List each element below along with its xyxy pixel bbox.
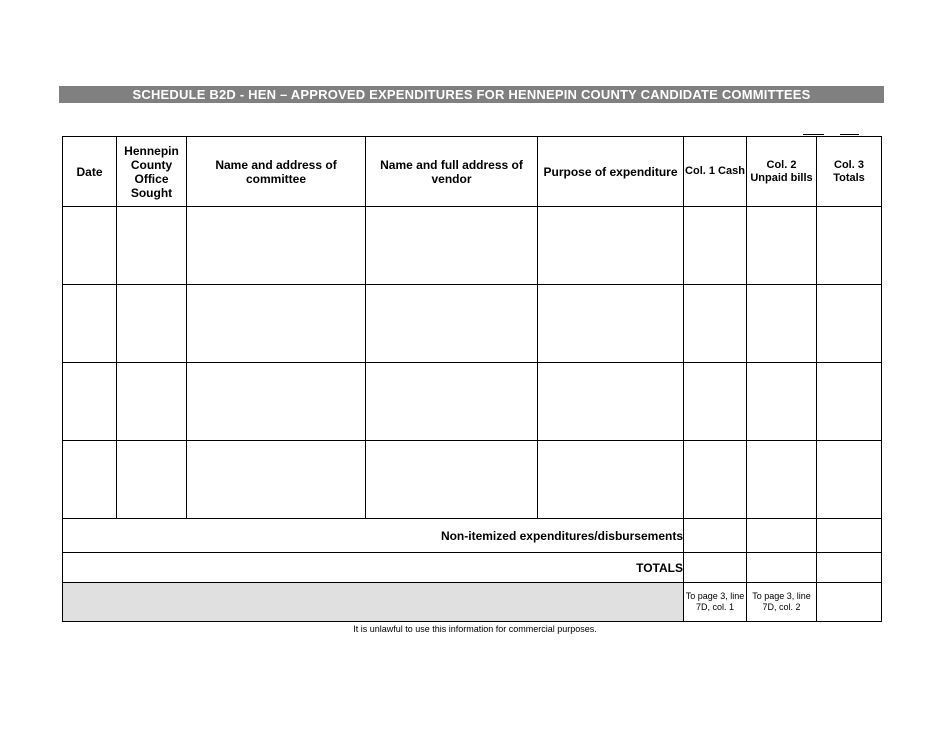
purpose-cell[interactable] bbox=[538, 207, 684, 285]
page-number-blank[interactable] bbox=[803, 123, 824, 135]
non-itemized-label: Non-itemized expenditures/disbursements bbox=[63, 519, 684, 553]
col1-carry-note: To page 3, line 7D, col. 1 bbox=[684, 583, 747, 622]
footer-disclaimer: It is unlawful to use this information for commercial purposes. bbox=[353, 624, 597, 634]
total-cell[interactable] bbox=[817, 363, 882, 441]
vendor-cell[interactable] bbox=[366, 441, 538, 519]
col-header-purpose: Purpose of expenditure bbox=[538, 137, 684, 207]
col-header-office: Hennepin County Office Sought bbox=[117, 137, 187, 207]
date-cell[interactable] bbox=[63, 441, 117, 519]
col3-carry-cell[interactable] bbox=[817, 583, 882, 622]
purpose-cell[interactable] bbox=[538, 363, 684, 441]
cash-cell[interactable] bbox=[684, 363, 747, 441]
total-cell[interactable] bbox=[817, 285, 882, 363]
col2-carry-note: To page 3, line 7D, col. 2 bbox=[747, 583, 817, 622]
table-row bbox=[63, 207, 882, 285]
col-header-vendor: Name and full address of vendor bbox=[366, 137, 538, 207]
date-cell[interactable] bbox=[63, 207, 117, 285]
totals-row bbox=[63, 553, 882, 583]
unpaid-cell[interactable] bbox=[747, 207, 817, 285]
table-row bbox=[63, 285, 882, 363]
total-cell[interactable] bbox=[817, 441, 882, 519]
col-header-cash: Col. 1 Cash bbox=[684, 137, 747, 207]
unpaid-cell[interactable] bbox=[747, 441, 817, 519]
purpose-cell[interactable] bbox=[538, 285, 684, 363]
committee-cell[interactable] bbox=[187, 441, 366, 519]
header-row bbox=[63, 137, 882, 207]
office-cell[interactable] bbox=[117, 285, 187, 363]
totals-label: TOTALS bbox=[63, 553, 684, 583]
schedule-title: SCHEDULE B2D - HEN – APPROVED EXPENDITURES FOR HENNEPIN COUNTY CANDIDATE COMMITTEES bbox=[59, 86, 884, 103]
cash-cell[interactable] bbox=[684, 441, 747, 519]
non-itemized-unpaid-cell[interactable] bbox=[747, 519, 817, 553]
expenditures-table bbox=[62, 136, 882, 622]
col-header-totals: Col. 3 Totals bbox=[817, 137, 882, 207]
cash-cell[interactable] bbox=[684, 207, 747, 285]
table-row bbox=[63, 441, 882, 519]
col-header-unpaid: Col. 2 Unpaid bills bbox=[747, 137, 817, 207]
col-header-date: Date bbox=[63, 137, 117, 207]
unpaid-cell[interactable] bbox=[747, 285, 817, 363]
office-cell[interactable] bbox=[117, 441, 187, 519]
page-total-blank[interactable] bbox=[840, 123, 859, 135]
totals-unpaid-cell[interactable] bbox=[747, 553, 817, 583]
purpose-cell[interactable] bbox=[538, 441, 684, 519]
shaded-area bbox=[63, 583, 684, 622]
totals-cash-cell[interactable] bbox=[684, 553, 747, 583]
committee-cell[interactable] bbox=[187, 285, 366, 363]
date-cell[interactable] bbox=[63, 285, 117, 363]
non-itemized-row bbox=[63, 519, 882, 553]
table-row bbox=[63, 363, 882, 441]
committee-cell[interactable] bbox=[187, 363, 366, 441]
vendor-cell[interactable] bbox=[366, 207, 538, 285]
cash-cell[interactable] bbox=[684, 285, 747, 363]
non-itemized-cash-cell[interactable] bbox=[684, 519, 747, 553]
vendor-cell[interactable] bbox=[366, 285, 538, 363]
carry-forward-row bbox=[63, 583, 882, 622]
non-itemized-total-cell[interactable] bbox=[817, 519, 882, 553]
office-cell[interactable] bbox=[117, 363, 187, 441]
date-cell[interactable] bbox=[63, 363, 117, 441]
unpaid-cell[interactable] bbox=[747, 363, 817, 441]
total-cell[interactable] bbox=[817, 207, 882, 285]
vendor-cell[interactable] bbox=[366, 363, 538, 441]
totals-total-cell[interactable] bbox=[817, 553, 882, 583]
committee-cell[interactable] bbox=[187, 207, 366, 285]
office-cell[interactable] bbox=[117, 207, 187, 285]
col-header-committee: Name and address of committee bbox=[187, 137, 366, 207]
